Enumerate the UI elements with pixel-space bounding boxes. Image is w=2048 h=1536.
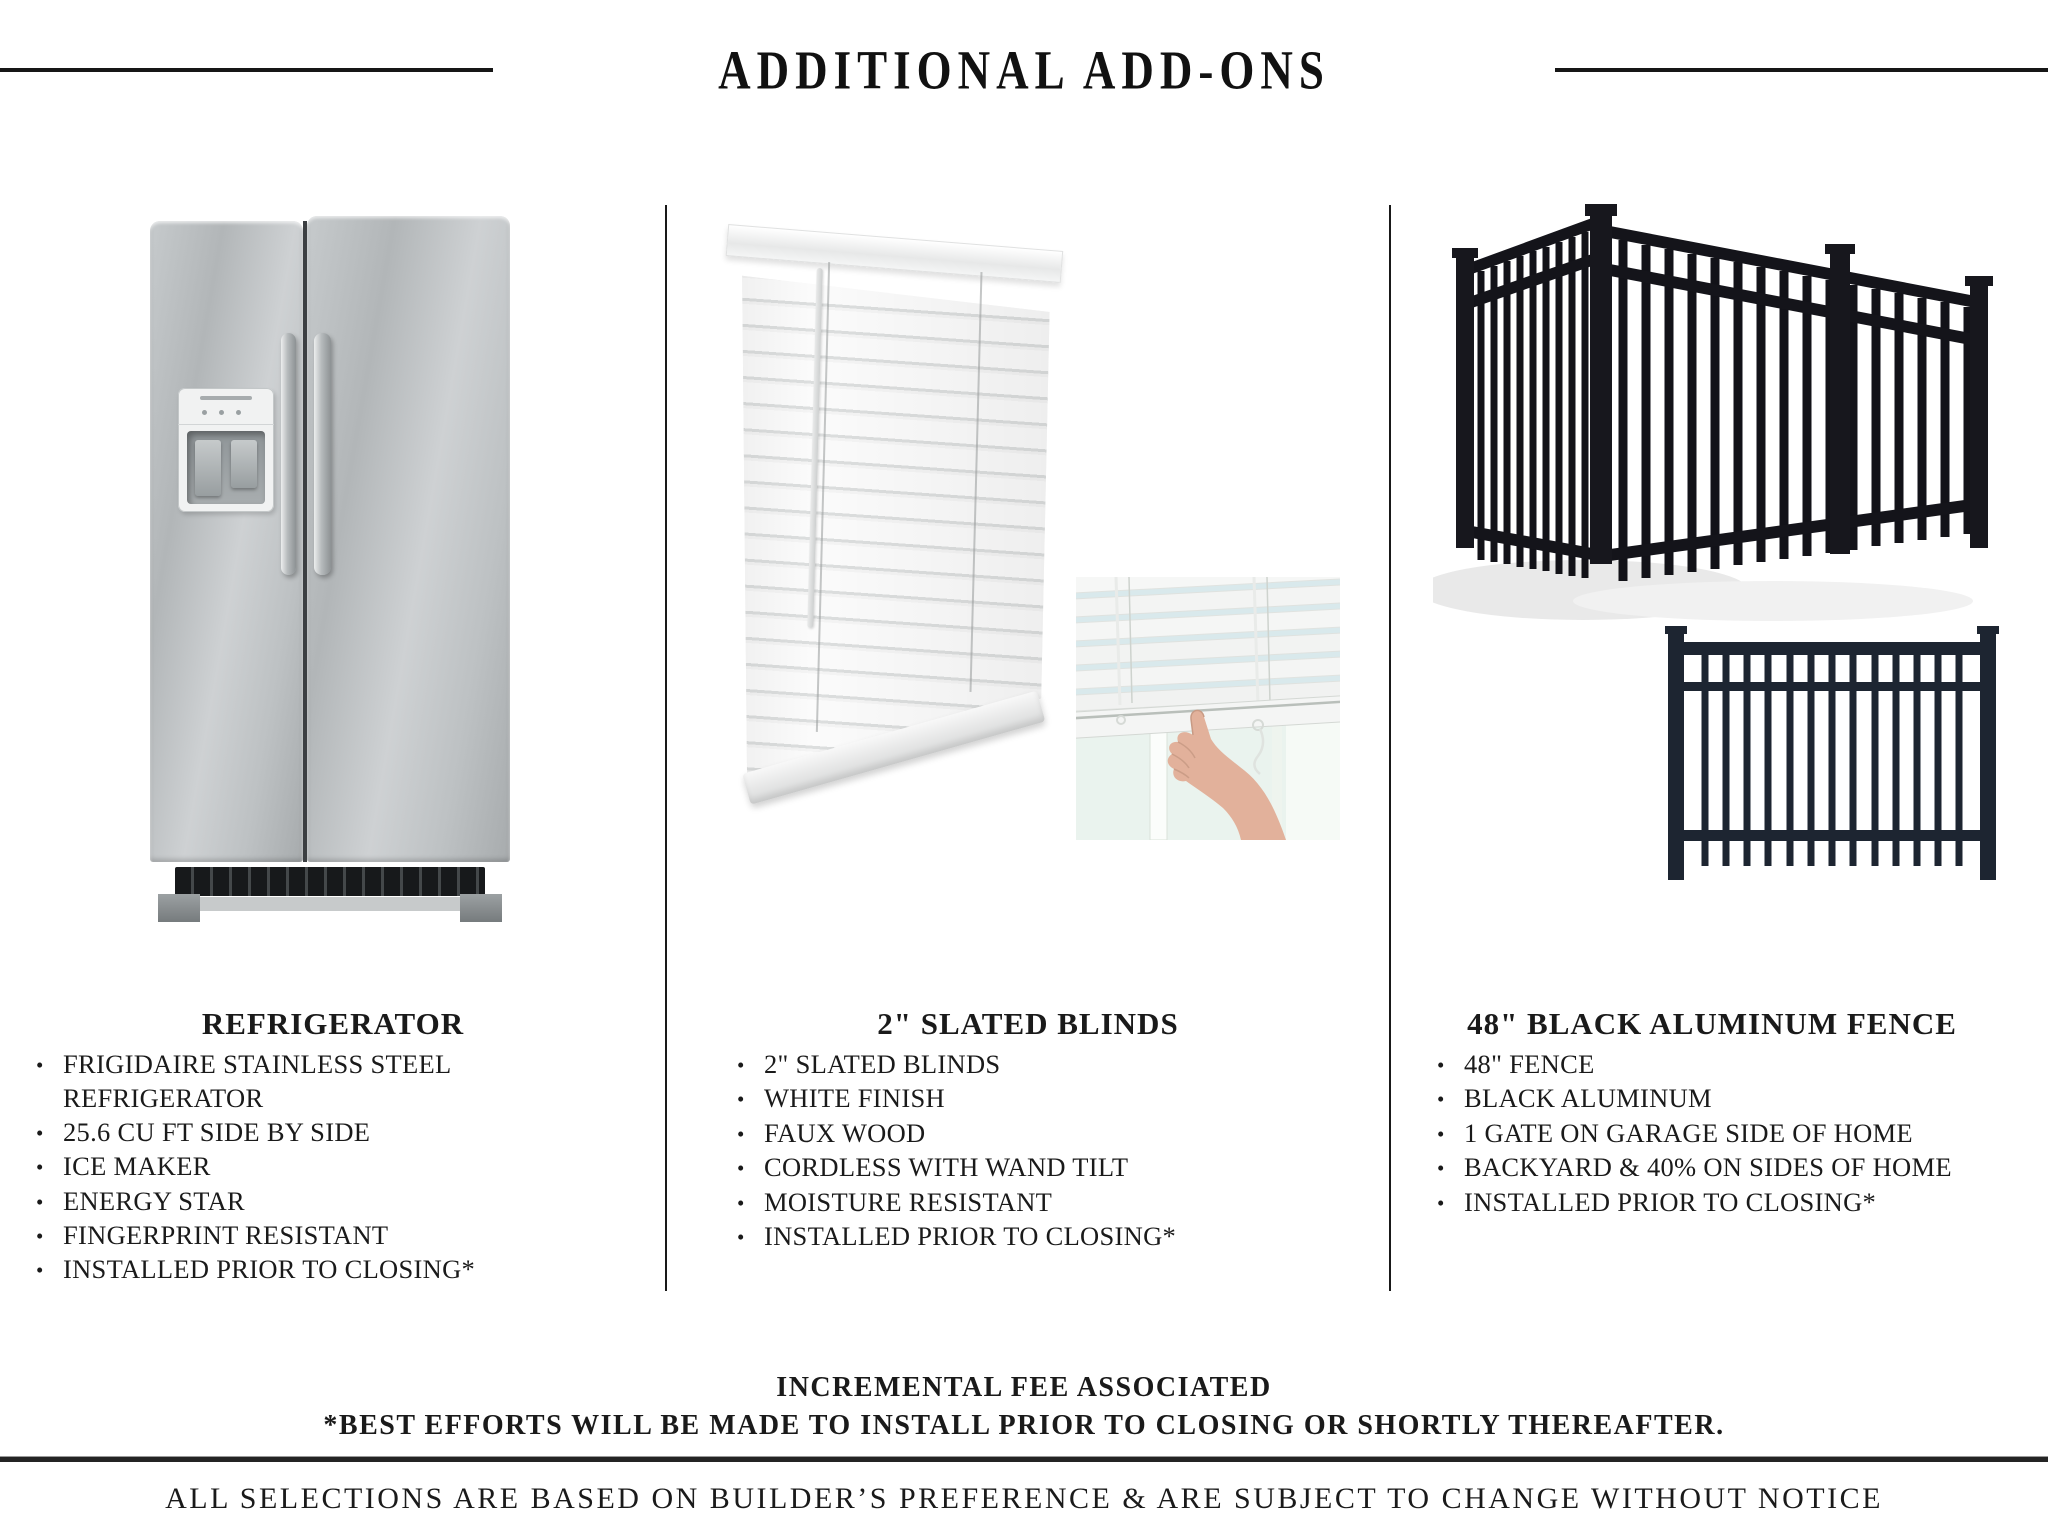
fridge-fresh-door — [307, 216, 510, 862]
fridge-left-handle — [281, 333, 296, 575]
refrigerator-heading: REFRIGERATOR — [201, 1005, 465, 1041]
list-item: • INSTALLED PRIOR TO CLOSING* — [737, 1220, 1357, 1254]
fridge-plinth — [184, 897, 500, 911]
blinds-hand-image — [1076, 577, 1340, 840]
fridge-right-handle — [314, 333, 331, 575]
fridge-left-foot — [158, 894, 200, 922]
fridge-door-gap — [303, 221, 307, 862]
disclaimer: ALL SELECTIONS ARE BASED ON BUILDER’S PREFERENCE & ARE SUBJECT TO CHANGE WITHOUT NOTICE — [165, 1482, 1883, 1515]
list-item: • FAUX WOOD — [737, 1117, 1357, 1151]
list-item: • 1 GATE ON GARAGE SIDE OF HOME — [1437, 1117, 2048, 1151]
fence-panel-image — [1662, 618, 2002, 900]
list-item: • ICE MAKER — [36, 1150, 516, 1184]
fridge-bottom-grille — [175, 867, 485, 896]
fridge-right-foot — [460, 894, 502, 922]
list-item: • BACKYARD & 40% ON SIDES OF HOME — [1437, 1151, 2048, 1185]
refrigerator-feature-list — [36, 1048, 516, 1288]
list-item: • ENERGY STAR — [36, 1185, 516, 1219]
fridge-brand-mark — [200, 396, 252, 400]
list-item: • 2" SLATED BLINDS — [737, 1048, 1357, 1082]
title-rule-left — [0, 68, 493, 72]
fridge-water-paddle — [231, 440, 257, 488]
fence-heading: 48" BLACK ALUMINUM FENCE — [1467, 1005, 1957, 1041]
list-item: • MOISTURE RESISTANT — [737, 1186, 1357, 1220]
refrigerator-image — [150, 216, 510, 922]
list-item: • INSTALLED PRIOR TO CLOSING* — [36, 1253, 516, 1287]
blinds-heading: 2" SLATED BLINDS — [877, 1005, 1179, 1041]
page-title: ADDITIONAL ADD-ONS — [718, 39, 1330, 101]
list-item: • 48" FENCE — [1437, 1048, 2048, 1082]
list-item: • FINGERPRINT RESISTANT — [36, 1219, 516, 1253]
list-item: • 25.6 CU FT SIDE BY SIDE — [36, 1116, 516, 1150]
fridge-dispenser-controls — [178, 388, 274, 425]
list-item: • BLACK ALUMINUM — [1437, 1082, 2048, 1116]
title-rule-right — [1555, 68, 2048, 72]
column-divider-1 — [665, 205, 667, 1291]
list-item: • FRIGIDAIRE STAINLESS STEEL REFRIGERATOR — [36, 1048, 516, 1116]
list-item: • CORDLESS WITH WAND TILT — [737, 1151, 1357, 1185]
fridge-dispenser-buttons — [202, 410, 241, 415]
list-item: • WHITE FINISH — [737, 1082, 1357, 1116]
install-note: *BEST EFFORTS WILL BE MADE TO INSTALL PRIOR TO CLOSING OR SHORTLY THEREAFTER. — [323, 1410, 1725, 1441]
blinds-feature-list — [737, 1048, 1357, 1254]
footer-rule — [0, 1456, 2048, 1462]
fee-note: INCREMENTAL FEE ASSOCIATED — [776, 1372, 1272, 1403]
fence-feature-list — [1437, 1048, 2048, 1220]
column-divider-2 — [1389, 205, 1391, 1291]
page-header — [0, 39, 2048, 101]
fridge-ice-paddle — [195, 440, 221, 496]
fridge-dispenser — [178, 388, 274, 512]
list-item: • INSTALLED PRIOR TO CLOSING* — [1437, 1186, 2048, 1220]
blinds-headrail — [726, 224, 1063, 283]
fridge-dispenser-recess — [187, 431, 265, 504]
fence-corner-image — [1433, 196, 1993, 626]
